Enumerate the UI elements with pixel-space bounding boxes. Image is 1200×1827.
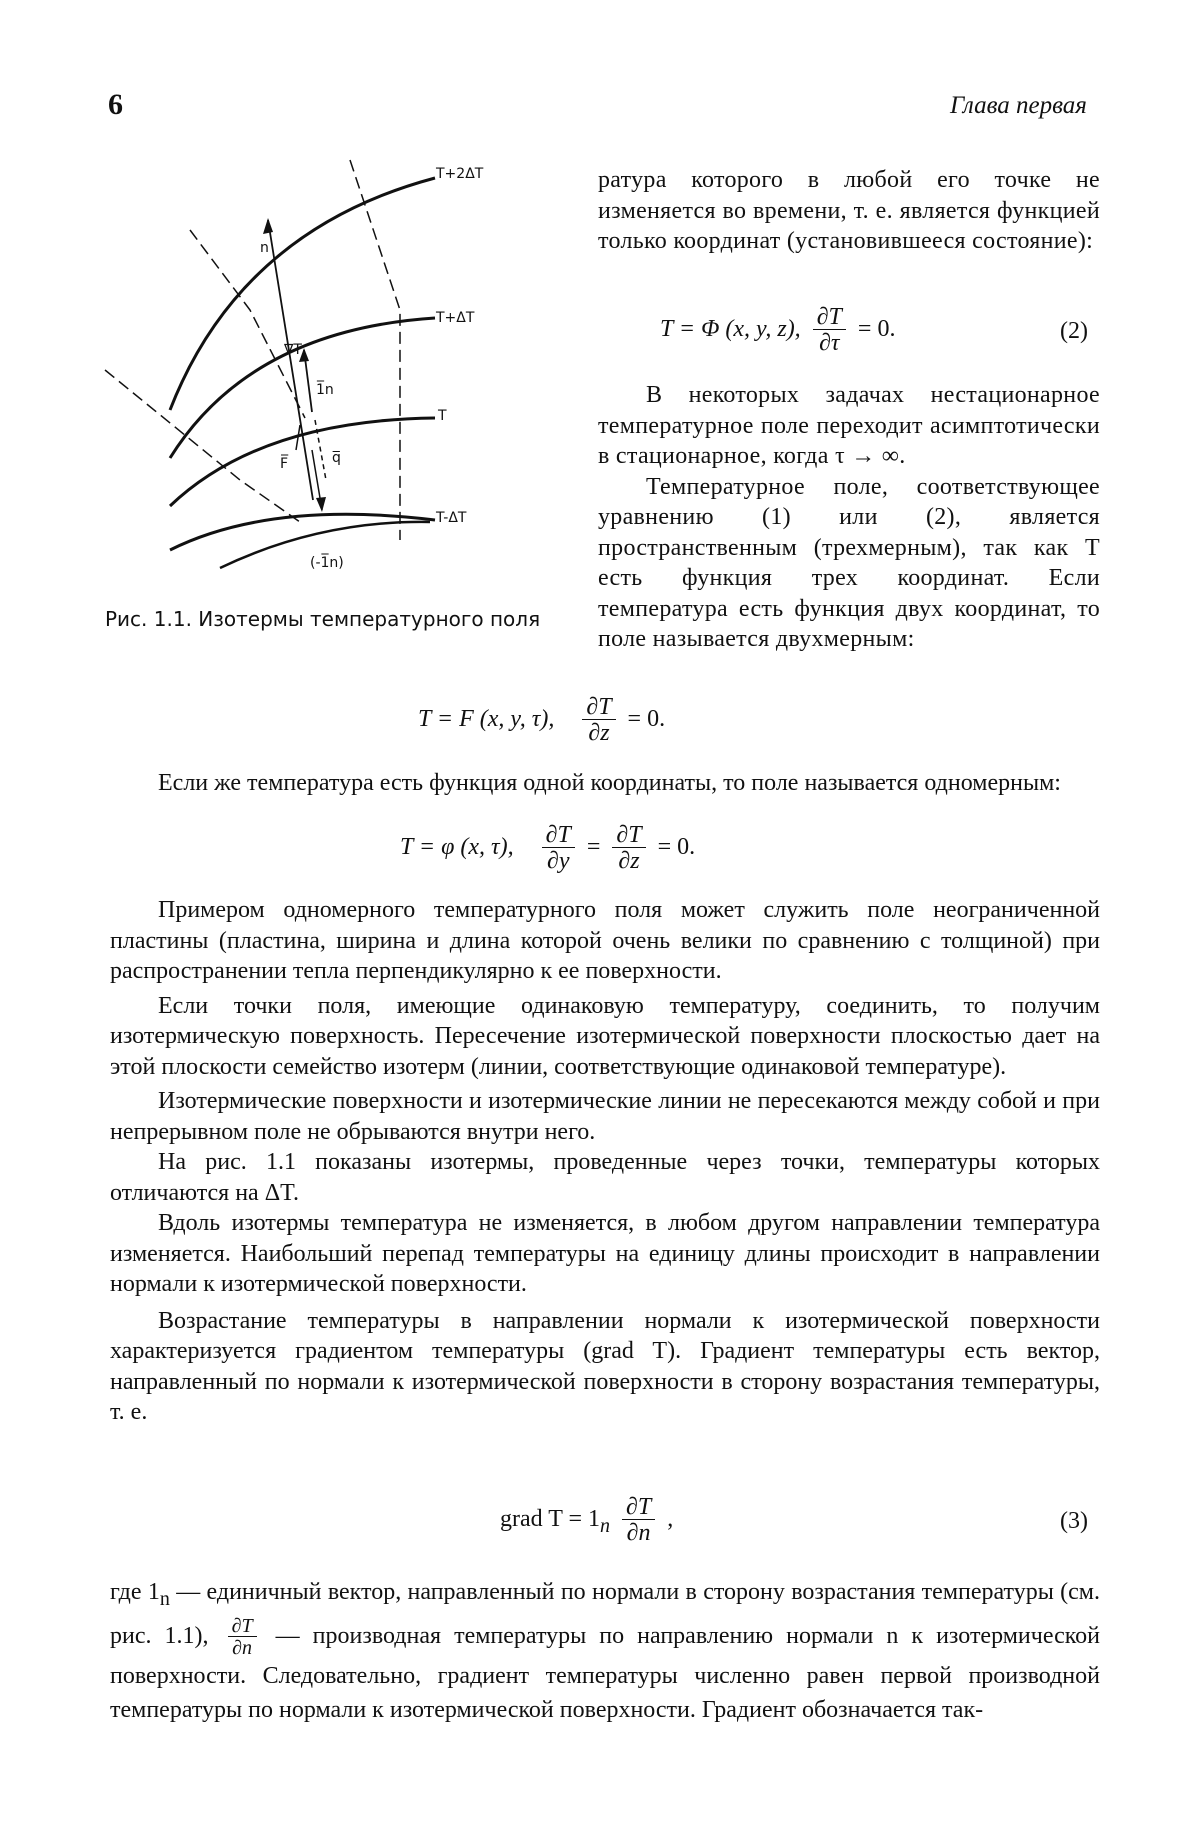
eq2d-fraction [582, 695, 615, 746]
eq1d-denominator-2: ∂z [618, 848, 640, 874]
final-part-b: — единичный вектор, направленный по нормали в сторону возрастания температуры (см. рис. 1.1), [110, 1579, 1100, 1649]
eq1d-fraction-2 [612, 823, 645, 874]
equation-1d [400, 823, 695, 874]
final-numerator: ∂T [228, 1616, 257, 1637]
paragraph: Температурное поле, соответствующее уравнению (1) или (2), является пространственным (трехмерным), так как T есть функция трех координат. Если температура есть функция двух координат, то поле называется двухмерным: [598, 473, 1100, 652]
final-denominator: ∂n [232, 1636, 253, 1659]
equation-2d [418, 695, 665, 746]
right-column-continued [598, 380, 1100, 655]
eq2d-numerator: ∂T [582, 695, 615, 720]
normal-arrow-head [263, 218, 273, 234]
eq2d-rhs: = 0. [627, 706, 666, 733]
page-number: 6 [108, 88, 123, 121]
paragraph: Примером одномерного температурного поля может служить поле неограниченной пластины (пластина, ширина и длина которой очень велики по сравнению с толщиной) при распространении тепла перпендикулярно к ее поверхности. [110, 897, 1100, 984]
eq1d-denominator-1: ∂y [546, 848, 570, 874]
eq3-subscript: n [599, 1514, 610, 1537]
main-text-final [110, 1575, 1100, 1727]
label-t: T [438, 408, 447, 424]
paragraph: На рис. 1.1 показаны изотермы, проведенные через точки, температуры которых отличаются на ΔT. [110, 1149, 1100, 1206]
label-q: q̅ [332, 450, 341, 466]
equation-2-number: (2) [1060, 318, 1088, 344]
eq1d-numerator-1: ∂T [542, 823, 575, 848]
final-fraction [228, 1616, 257, 1659]
eq2-lhs: T = Φ (x, y, z), [660, 316, 801, 343]
equation-3-number: (3) [1060, 1508, 1088, 1534]
paragraph: Вдоль изотермы температура не изменяется, в любом другом направлении температура изменяется. Наибольший перепад температуры на единицу длины происходит в направлении нормали к изотермической поверхности. [110, 1210, 1100, 1297]
final-subscript: n [159, 1587, 170, 1610]
eq1d-numerator-2: ∂T [612, 823, 645, 848]
paragraph: ратура которого в любой его точке не изменяется во времени, т. е. является функцией только координат (установившееся состояние): [598, 167, 1100, 254]
label-t-plus-2dt: T+2ΔT [436, 166, 484, 182]
dashed-line-mid [190, 230, 305, 418]
eq3-lhs: grad T = 1 [500, 1506, 600, 1533]
eq2d-denominator: ∂z [588, 720, 610, 746]
isotherm-figure [100, 150, 580, 610]
paragraph: В некоторых задачах нестационарное температурное поле переходит асимптотически в стационарное, когда τ → ∞. [598, 382, 1100, 469]
eq3-tail: , [667, 1506, 674, 1533]
figure-caption: Рис. 1.1. Изотермы температурного поля [105, 607, 541, 631]
isotherm-t-minus-dt [170, 514, 435, 550]
final-part-c: — производная температуры по направлению нормали n к изотермической поверхности. Следовательно, градиент температуры численно равен первой производной температуры по нормали к изотермической поверхности. Градиент обозначается так- [110, 1622, 1101, 1723]
eq2d-lhs: T = F (x, y, τ), [418, 706, 555, 733]
paragraph: Если точки поля, имеющие одинаковую температуру, соединить, то получим изотермическую поверхность. Пересечение изотермической поверхности плоскостью дает на этой плоскости семейство изотерм (линии, соответствующие одинаковой температуре). [110, 992, 1100, 1080]
label-t-minus-dt: T-ΔT [436, 510, 467, 526]
label-grad: ∇T [284, 342, 302, 358]
label-f: F̅ [280, 456, 289, 472]
eq3-numerator: ∂T [622, 1495, 655, 1520]
eq2-denominator: ∂τ [819, 330, 840, 356]
label-1n: 1̅n [316, 382, 334, 398]
main-text-body [110, 895, 1100, 1428]
paragraph: Возрастание температуры в направлении нормали к изотермической поверхности характеризуется градиентом температуры (grad T). Градиент температуры есть вектор, направленный по нормали к изотермической поверхности в сторону возрастания температуры, т. е. [110, 1307, 1100, 1425]
eq3-fraction [622, 1495, 655, 1546]
eq2-rhs: = 0. [857, 316, 896, 343]
eq1d-fraction-1 [542, 823, 575, 874]
eq2-numerator: ∂T [813, 305, 846, 330]
paragraph: Изотермические поверхности и изотермические линии не пересекаются между собой и при непрерывном поле не обрываются внутри него. [110, 1088, 1100, 1145]
isotherm-t-plus-2dt [170, 178, 435, 410]
paragraph [110, 1575, 1100, 1727]
eq1d-lhs: T = φ (x, τ), [400, 834, 514, 861]
right-column [598, 165, 1100, 257]
final-part-a: где 1 [110, 1579, 160, 1605]
equation-2 [660, 305, 895, 356]
chapter-title: Глава первая [950, 92, 1087, 119]
eq1d-equals: = [586, 834, 601, 861]
eq3-denominator: ∂n [626, 1520, 651, 1546]
isotherm-diagram [100, 150, 580, 610]
paragraph: Если же температура есть функция одной координаты, то поле называется одномерным: [158, 770, 1061, 796]
dashed-line-right [350, 160, 400, 540]
label-minus-1n: (-1̅n) [310, 555, 344, 571]
label-t-plus-dt: T+ΔT [436, 310, 475, 326]
main-text-1d [110, 768, 1100, 799]
eq1d-rhs: = 0. [657, 834, 696, 861]
equation-3 [500, 1495, 673, 1546]
eq2-fraction [813, 305, 846, 356]
vector-minus-1n-head [316, 497, 326, 512]
label-n: n [260, 240, 269, 256]
